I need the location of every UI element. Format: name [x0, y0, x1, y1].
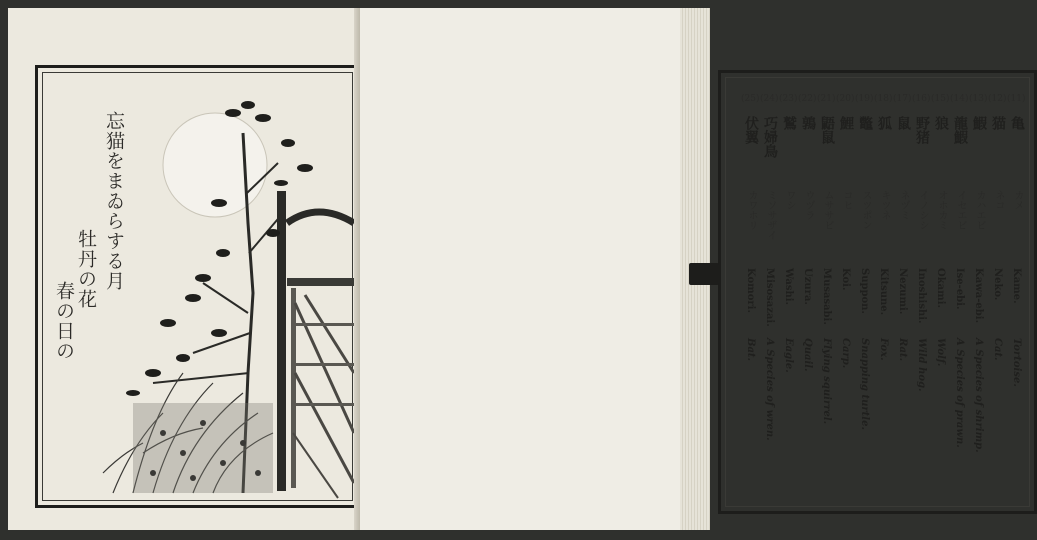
- entry-kanji: 龍鰕: [952, 116, 968, 144]
- entry-kana: スツポン: [860, 190, 871, 230]
- entry-romaji: Kawa-ebi.: [973, 268, 984, 324]
- entry-english: Quail.: [802, 338, 813, 372]
- entry-kanji: 鼯鼠: [819, 116, 835, 144]
- entry-kanji: 鯉: [838, 116, 854, 130]
- entry-english: Carp.: [840, 338, 851, 369]
- entry-romaji: Okami.: [935, 268, 946, 308]
- entry-kanji: 猫: [990, 116, 1006, 130]
- entry-kana: オホカミ: [936, 190, 947, 230]
- entry-kanji: 亀: [1009, 116, 1025, 130]
- entry-column: [876, 78, 892, 498]
- illustration-border: [42, 72, 353, 501]
- entry-english: Bat.: [745, 338, 756, 362]
- entry-english: A Species of prawn.: [954, 338, 965, 448]
- entry-kana: イセエビ: [955, 190, 966, 230]
- entry-number: (21): [817, 94, 836, 104]
- entry-english: Cat.: [992, 338, 1003, 361]
- entry-kanji: 鰕: [971, 116, 987, 130]
- entry-number: (25): [741, 94, 760, 104]
- entry-number: (23): [779, 94, 798, 104]
- entry-romaji: Suppon.: [859, 268, 870, 314]
- entry-english: Flying squirrel.: [821, 338, 832, 425]
- entry-column: [952, 78, 968, 498]
- entry-number: (18): [874, 94, 893, 104]
- entry-kanji: 野猪: [914, 116, 930, 144]
- entry-english: Eagle.: [783, 338, 794, 373]
- entry-kana: カワホリ: [746, 190, 757, 230]
- entry-column: [800, 78, 816, 498]
- entry-kana: ムササビ: [822, 190, 833, 230]
- entry-column: [819, 78, 835, 498]
- entry-kanji: 狐: [876, 116, 892, 130]
- entry-romaji: Nezumi.: [897, 268, 908, 315]
- entry-romaji: Kame.: [1011, 268, 1022, 304]
- entry-column: [857, 78, 873, 498]
- entry-english: Wolf.: [935, 338, 946, 367]
- entry-romaji: Uzura.: [802, 268, 813, 305]
- illustration-frame: [35, 65, 360, 508]
- entry-english: Rat.: [897, 338, 908, 362]
- entry-romaji: Kitsune.: [878, 268, 889, 316]
- entry-kana: ネコ: [993, 190, 1004, 210]
- vocabulary-frame: [718, 70, 1037, 514]
- entry-number: (15): [931, 94, 950, 104]
- right-page: [360, 8, 1026, 530]
- entry-number: (12): [988, 94, 1007, 104]
- entry-romaji: Koi.: [840, 268, 851, 291]
- left-page: [8, 8, 360, 530]
- entry-kanji: 狼: [933, 116, 949, 130]
- entry-romaji: Misosazai.: [764, 268, 775, 327]
- entry-column: [971, 78, 987, 498]
- entry-column: [762, 78, 778, 498]
- entry-column: [838, 78, 854, 498]
- entry-column: [1009, 78, 1025, 498]
- entry-kana: ウヅラ: [803, 190, 814, 220]
- entry-kana: コヒ: [841, 190, 852, 210]
- poem-line-3: 春の日の: [53, 281, 75, 361]
- entry-kana: ネヅミ: [898, 190, 909, 220]
- entry-kana: カハエビ: [974, 190, 985, 230]
- poem-line-1: 忘猫をまゐらする月: [103, 111, 125, 291]
- entry-english: Fox.: [878, 338, 889, 361]
- entry-english: Tortoise.: [1011, 338, 1022, 387]
- entry-romaji: Washi.: [783, 268, 794, 306]
- poem-line-2: 牡丹の花: [75, 229, 97, 309]
- entry-english: Wild hog.: [916, 338, 927, 392]
- entry-kanji: 伏翼: [743, 116, 759, 144]
- entry-number: (20): [836, 94, 855, 104]
- entry-column: [990, 78, 1006, 498]
- entry-number: (16): [912, 94, 931, 104]
- entry-romaji: Inoshishi.: [916, 268, 927, 324]
- entry-kanji: 鼈: [857, 116, 873, 130]
- entry-column: [743, 78, 759, 498]
- entry-column: [781, 78, 797, 498]
- bookmark-tab: [689, 263, 719, 285]
- entry-kana: キツネ: [879, 190, 890, 220]
- entry-kana: ミソサザイ: [765, 190, 776, 240]
- entry-number: (14): [950, 94, 969, 104]
- entry-romaji: Ise-ebi.: [954, 268, 965, 310]
- entry-romaji: Neko.: [992, 268, 1003, 301]
- entry-romaji: Musasabi.: [821, 268, 832, 325]
- entry-kanji: 鷲: [781, 116, 797, 130]
- entry-english: A Species of wren.: [764, 338, 775, 441]
- entry-english: A Species of shrimp.: [973, 338, 984, 453]
- entry-number: (24): [760, 94, 779, 104]
- entry-kanji: 鶉: [800, 116, 816, 130]
- entry-number: (11): [1007, 94, 1026, 104]
- entry-kanji: 巧婦鳥: [762, 116, 778, 158]
- entry-column: [914, 78, 930, 498]
- entry-kana: カメ: [1012, 190, 1023, 210]
- entry-column: [895, 78, 911, 498]
- entry-number: (22): [798, 94, 817, 104]
- vocabulary-list: [725, 77, 1030, 507]
- entry-column: [933, 78, 949, 498]
- entry-english: Snapping turtle.: [859, 338, 870, 430]
- entry-number: (13): [969, 94, 988, 104]
- entry-kanji: 鼠: [895, 116, 911, 130]
- entry-kana: イノシシ: [917, 190, 928, 230]
- book-spread: [8, 8, 1026, 530]
- entry-romaji: Komori.: [745, 268, 756, 313]
- entry-kana: ワシ: [784, 190, 795, 210]
- entry-number: (19): [855, 94, 874, 104]
- entry-number: (17): [893, 94, 912, 104]
